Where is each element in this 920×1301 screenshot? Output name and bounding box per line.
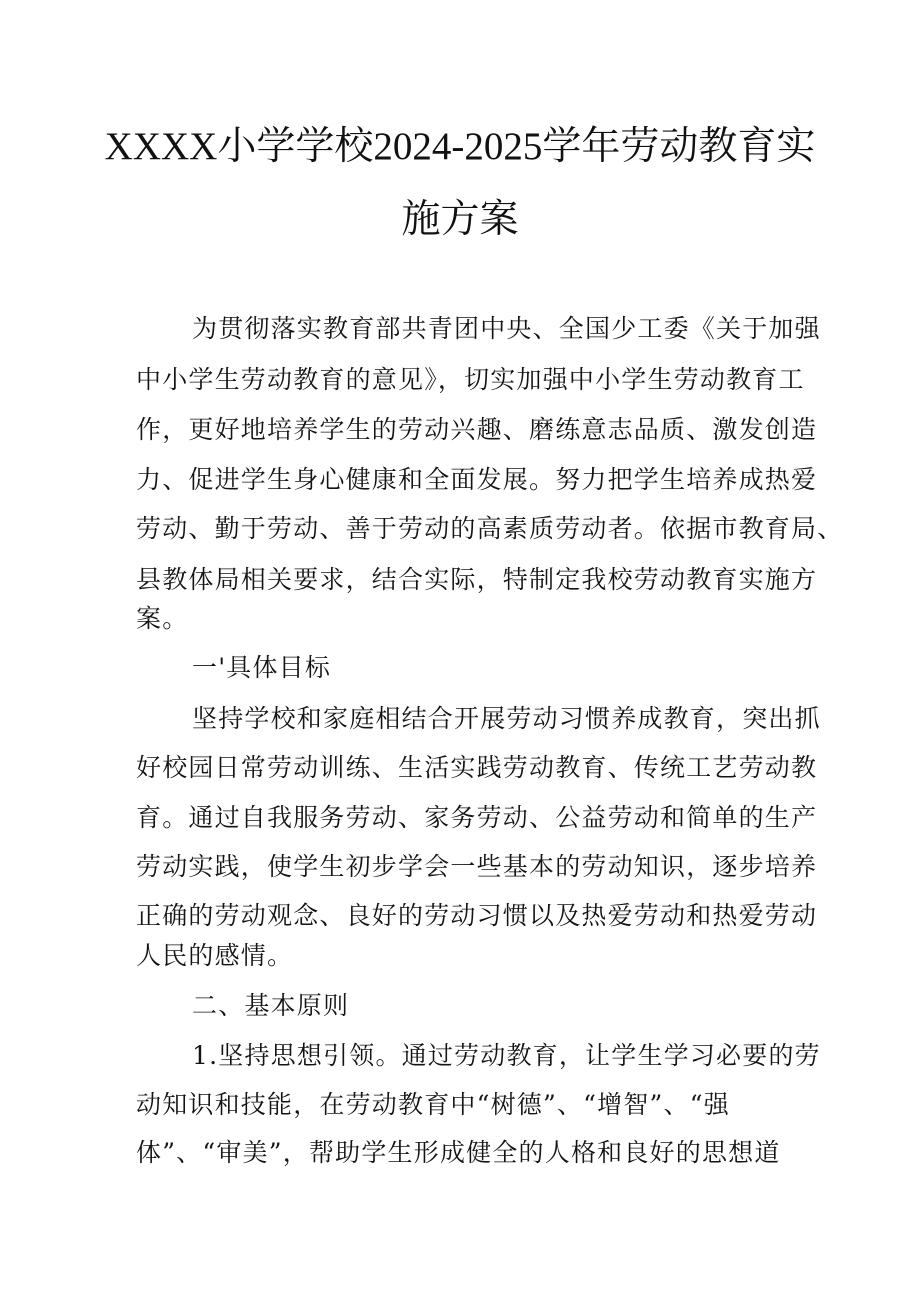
section-heading: 一'具体目标 — [192, 653, 332, 682]
document-title-line-2: 施方案 — [401, 198, 519, 241]
paragraph-line: 人民的感情。 — [136, 941, 294, 970]
paragraph-line: 正确的劳动观念、良好的劳动习惯以及热爱劳动和热爱劳动 — [136, 901, 818, 930]
section-heading: 二、基本原则 — [192, 991, 350, 1020]
paragraph-line: 劳动、勤于劳动、善于劳动的高素质劳动者。依据市教育局、 — [136, 514, 844, 543]
paragraph-line: 为贯彻落实教育部共青团中央、全国少工委《关于加强 — [192, 314, 821, 343]
paragraph-line: 坚持学校和家庭相结合开展劳动习惯养成教育，突出抓 — [192, 704, 821, 733]
paragraph-line: 中小学生劳动教育的意见》，切实加强中小学生劳动教育工 — [136, 365, 805, 394]
paragraph-line: 育。通过自我服务劳动、家务劳动、公益劳动和简单的生产 — [136, 803, 818, 832]
paragraph-line: 案。 — [136, 604, 189, 633]
paragraph-line: 好校园日常劳动训练、生活实践劳动教育、传统工艺劳动教 — [136, 753, 818, 782]
paragraph-line: 力、促进学生身心健康和全面发展。努力把学生培养成热爱 — [136, 465, 818, 494]
paragraph-line: 劳动实践，使学生初步学会一些基本的劳动知识，逐步培养 — [136, 852, 818, 881]
paragraph-line: 作，更好地培养学生的劳动兴趣、磨练意志品质、激发创造 — [136, 415, 818, 444]
paragraph-line: 县教体局相关要求，结合实际，特制定我校劳动教育实施方 — [136, 565, 818, 594]
paragraph-line: 体”、“审美”，帮助学生形成健全的人格和良好的思想道 — [136, 1138, 781, 1167]
paragraph-line: 1.坚持思想引领。通过劳动教育，让学生学习必要的劳 — [192, 1041, 821, 1070]
document-title-line-1: XXXX小学学校2024-2025学年劳动教育实 — [104, 125, 816, 168]
paragraph-line: 动知识和技能，在劳动教育中“树德”、“增智”、“强 — [136, 1090, 730, 1119]
